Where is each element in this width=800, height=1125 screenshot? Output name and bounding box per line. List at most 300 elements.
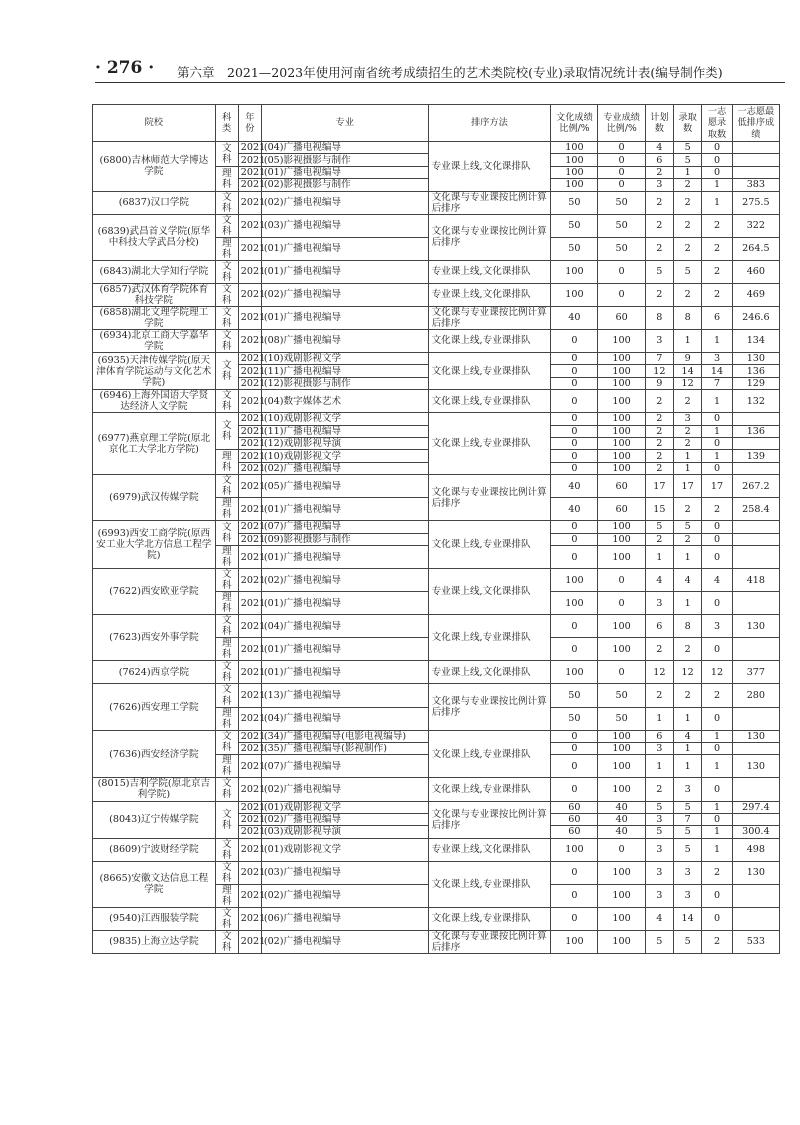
header-rule [95,82,785,83]
major-ratio-cell: 0 [598,142,645,154]
admit-count-cell: 5 [673,838,701,861]
culture-ratio-cell: 100 [551,930,598,953]
first-choice-min-score-cell [732,742,779,754]
year-cell: 2021 [238,166,261,178]
admit-count-cell: 2 [673,214,701,237]
major-cell: (10)戏剧影视文学 [261,450,428,462]
major-ratio-cell: 100 [598,742,645,754]
major-ratio-cell: 100 [598,425,645,437]
plan-count-cell: 6 [645,730,673,742]
plan-count-cell: 3 [645,813,673,825]
first-choice-count-cell: 0 [702,638,732,661]
admit-count-cell: 5 [673,930,701,953]
first-choice-count-cell: 7 [702,377,732,389]
plan-count-cell: 2 [645,214,673,237]
subject-cell: 文科 [215,907,238,930]
first-choice-count-cell: 0 [702,438,732,450]
school-cell: (6839)武昌首义学院(原华中科技大学武昌分校) [93,214,216,260]
table-row [93,214,780,237]
method-cell: 文化课上线,专业课排队 [428,521,551,569]
first-choice-count-cell: 14 [702,365,732,377]
admit-count-cell: 3 [673,413,701,425]
subject-cell: 文科 [215,684,238,707]
major-cell: (04)广播电视编导 [261,707,428,730]
plan-count-cell: 2 [645,778,673,801]
admit-count-cell: 1 [673,742,701,754]
major-cell: (01)广播电视编导 [261,592,428,615]
major-cell: (03)广播电视编导 [261,214,428,237]
first-choice-min-score-cell [732,707,779,730]
table-row [93,615,780,638]
admit-count-cell: 12 [673,661,701,684]
year-cell: 2021 [238,884,261,907]
first-choice-min-score-cell [732,142,779,154]
subject-cell: 文科 [215,142,238,167]
year-cell: 2021 [238,413,261,425]
plan-count-cell: 2 [645,450,673,462]
first-choice-count-cell: 2 [702,237,732,260]
column-header: 一志愿最低排序成绩 [732,105,779,142]
method-cell: 文化课与专业课按比例计算后排序 [428,214,551,260]
culture-ratio-cell: 40 [551,306,598,329]
school-cell: (6858)湖北文理学院理工学院 [93,306,216,329]
year-cell: 2021 [238,306,261,329]
plan-count-cell: 1 [645,707,673,730]
first-choice-count-cell: 0 [702,166,732,178]
culture-ratio-cell: 50 [551,191,598,214]
major-cell: (10)戏剧影视文学 [261,413,428,425]
subject-cell: 文科 [215,191,238,214]
first-choice-count-cell: 0 [702,707,732,730]
method-cell: 专业课上线,文化课排队 [428,283,551,306]
subject-cell: 理科 [215,638,238,661]
first-choice-count-cell: 0 [702,413,732,425]
major-cell: (04)广播电视编导 [261,142,428,154]
plan-count-cell: 6 [645,154,673,166]
major-cell: (11)广播电视编导 [261,425,428,437]
major-ratio-cell: 50 [598,191,645,214]
first-choice-count-cell: 0 [702,884,732,907]
major-cell: (04)数字媒体艺术 [261,390,428,413]
school-cell: (8043)辽宁传媒学院 [93,801,216,838]
major-ratio-cell: 60 [598,306,645,329]
major-cell: (01)广播电视编导 [261,237,428,260]
subject-cell: 理科 [215,707,238,730]
first-choice-count-cell: 0 [702,154,732,166]
subject-cell: 文科 [215,260,238,283]
major-ratio-cell: 50 [598,214,645,237]
first-choice-min-score-cell [732,778,779,801]
plan-count-cell: 12 [645,661,673,684]
major-cell: (02)广播电视编导 [261,813,428,825]
major-ratio-cell: 100 [598,462,645,474]
first-choice-min-score-cell: 246.6 [732,306,779,329]
first-choice-min-score-cell: 300.4 [732,826,779,838]
subject-cell: 文科 [215,615,238,638]
admit-count-cell: 2 [673,237,701,260]
admit-count-cell: 1 [673,755,701,778]
major-cell: (34)广播电视编导(电影电视编导) [261,730,428,742]
admission-table [92,104,780,954]
plan-count-cell: 2 [645,438,673,450]
first-choice-count-cell: 6 [702,306,732,329]
plan-count-cell: 5 [645,260,673,283]
major-ratio-cell: 40 [598,801,645,813]
major-ratio-cell: 0 [598,283,645,306]
school-cell: (6946)上海外国语大学贤达经济人文学院 [93,390,216,413]
major-cell: (05)广播电视编导 [261,475,428,498]
admit-count-cell: 3 [673,778,701,801]
year-cell: 2021 [238,142,261,154]
table-row [93,329,780,352]
table-row [93,907,780,930]
year-cell: 2021 [238,638,261,661]
first-choice-min-score-cell [732,166,779,178]
plan-count-cell: 2 [645,166,673,178]
subject-cell: 文科 [215,801,238,838]
plan-count-cell: 15 [645,498,673,521]
first-choice-min-score-cell: 322 [732,214,779,237]
major-ratio-cell: 60 [598,475,645,498]
school-cell: (6993)西安工商学院(原西安工业大学北方信息工程学院) [93,521,216,569]
school-cell: (9835)上海立达学院 [93,930,216,953]
first-choice-min-score-cell: 129 [732,377,779,389]
first-choice-min-score-cell [732,154,779,166]
culture-ratio-cell: 0 [551,413,598,425]
major-cell: (12)影视摄影与制作 [261,377,428,389]
plan-count-cell: 4 [645,569,673,592]
first-choice-min-score-cell: 377 [732,661,779,684]
major-ratio-cell: 100 [598,438,645,450]
major-ratio-cell: 40 [598,813,645,825]
admit-count-cell: 2 [673,425,701,437]
culture-ratio-cell: 0 [551,615,598,638]
method-cell: 文化课上线,专业课排队 [428,778,551,801]
year-cell: 2021 [238,365,261,377]
year-cell: 2021 [238,826,261,838]
school-cell: (8015)吉利学院(原北京吉利学院) [93,778,216,801]
culture-ratio-cell: 60 [551,826,598,838]
page-header [95,58,785,84]
major-ratio-cell: 100 [598,930,645,953]
culture-ratio-cell: 100 [551,166,598,178]
plan-count-cell: 2 [645,684,673,707]
year-cell: 2021 [238,179,261,191]
table-row [93,390,780,413]
culture-ratio-cell: 100 [551,154,598,166]
first-choice-count-cell: 0 [702,142,732,154]
first-choice-count-cell: 1 [702,425,732,437]
culture-ratio-cell: 100 [551,260,598,283]
subject-cell: 文科 [215,214,238,237]
admit-count-cell: 2 [673,179,701,191]
year-cell: 2021 [238,214,261,237]
major-cell: (13)广播电视编导 [261,684,428,707]
culture-ratio-cell: 60 [551,801,598,813]
major-ratio-cell: 100 [598,755,645,778]
year-cell: 2021 [238,462,261,474]
plan-count-cell: 3 [645,592,673,615]
method-cell: 专业课上线,文化课排队 [428,142,551,192]
major-ratio-cell: 0 [598,569,645,592]
first-choice-min-score-cell [732,413,779,425]
first-choice-count-cell: 0 [702,533,732,545]
method-cell: 专业课上线,文化课排队 [428,260,551,283]
subject-cell: 文科 [215,329,238,352]
first-choice-min-score-cell: 297.4 [732,801,779,813]
first-choice-min-score-cell: 130 [732,615,779,638]
culture-ratio-cell: 0 [551,353,598,365]
year-cell: 2021 [238,353,261,365]
culture-ratio-cell: 0 [551,638,598,661]
year-cell: 2021 [238,390,261,413]
plan-count-cell: 4 [645,907,673,930]
admit-count-cell: 1 [673,329,701,352]
first-choice-count-cell: 0 [702,907,732,930]
school-cell: (9540)江西服装学院 [93,907,216,930]
first-choice-count-cell: 2 [702,930,732,953]
major-ratio-cell: 100 [598,533,645,545]
year-cell: 2021 [238,283,261,306]
major-ratio-cell: 100 [598,615,645,638]
major-cell: (01)广播电视编导 [261,260,428,283]
first-choice-count-cell: 0 [702,592,732,615]
major-cell: (01)广播电视编导 [261,498,428,521]
subject-cell: 文科 [215,283,238,306]
method-cell: 文化课与专业课按比例计算后排序 [428,801,551,838]
method-cell: 专业课上线,文化课排队 [428,838,551,861]
method-cell: 文化课上线,专业课排队 [428,413,551,475]
subject-cell: 文科 [215,475,238,498]
major-ratio-cell: 0 [598,838,645,861]
admit-count-cell: 2 [673,283,701,306]
admit-count-cell: 5 [673,826,701,838]
major-cell: (01)戏剧影视文学 [261,838,428,861]
major-cell: (07)广播电视编导 [261,521,428,533]
first-choice-min-score-cell: 383 [732,179,779,191]
year-cell: 2021 [238,755,261,778]
admit-count-cell: 2 [673,390,701,413]
major-ratio-cell: 100 [598,329,645,352]
first-choice-min-score-cell: 130 [732,730,779,742]
plan-count-cell: 2 [645,462,673,474]
major-cell: (02)广播电视编导 [261,884,428,907]
school-cell: (6935)天津传媒学院(原天津体育学院运动与文化艺术学院) [93,353,216,390]
first-choice-count-cell: 0 [702,462,732,474]
year-cell: 2021 [238,592,261,615]
column-header: 一志愿录取数 [702,105,732,142]
culture-ratio-cell: 0 [551,377,598,389]
first-choice-count-cell: 2 [702,283,732,306]
year-cell: 2021 [238,377,261,389]
first-choice-count-cell: 2 [702,214,732,237]
plan-count-cell: 12 [645,365,673,377]
subject-cell: 理科 [215,592,238,615]
admit-count-cell: 1 [673,450,701,462]
major-ratio-cell: 100 [598,730,645,742]
method-cell: 文化课与专业课按比例计算后排序 [428,930,551,953]
culture-ratio-cell: 100 [551,283,598,306]
year-cell: 2021 [238,438,261,450]
school-cell: (6977)燕京理工学院(原北京化工大学北方学院) [93,413,216,475]
first-choice-count-cell: 3 [702,615,732,638]
subject-cell: 文科 [215,861,238,884]
first-choice-min-score-cell: 258.4 [732,498,779,521]
year-cell: 2021 [238,260,261,283]
major-ratio-cell: 100 [598,884,645,907]
major-ratio-cell: 100 [598,390,645,413]
culture-ratio-cell: 0 [551,425,598,437]
plan-count-cell: 17 [645,475,673,498]
school-cell: (7636)西安经济学院 [93,730,216,778]
first-choice-count-cell: 0 [702,742,732,754]
school-cell: (8665)安徽文达信息工程学院 [93,861,216,907]
first-choice-count-cell: 1 [702,801,732,813]
column-header: 录取数 [673,105,701,142]
year-cell: 2021 [238,861,261,884]
admit-count-cell: 1 [673,707,701,730]
table-header-row [93,105,780,142]
year-cell: 2021 [238,521,261,533]
culture-ratio-cell: 100 [551,179,598,191]
admit-count-cell: 17 [673,475,701,498]
column-header: 年份 [238,105,261,142]
major-cell: (11)广播电视编导 [261,365,428,377]
method-cell: 文化课上线,专业课排队 [428,615,551,661]
major-cell: (01)广播电视编导 [261,166,428,178]
method-cell: 文化课与专业课按比例计算后排序 [428,191,551,214]
table-row [93,260,780,283]
first-choice-count-cell: 12 [702,661,732,684]
admit-count-cell: 14 [673,365,701,377]
first-choice-min-score-cell: 136 [732,425,779,437]
culture-ratio-cell: 0 [551,462,598,474]
major-ratio-cell: 100 [598,778,645,801]
admit-count-cell: 2 [673,191,701,214]
major-ratio-cell: 100 [598,413,645,425]
culture-ratio-cell: 0 [551,778,598,801]
column-header: 排序方法 [428,105,551,142]
major-ratio-cell: 100 [598,353,645,365]
culture-ratio-cell: 0 [551,861,598,884]
plan-count-cell: 3 [645,742,673,754]
table-row [93,306,780,329]
table-row [93,475,780,498]
year-cell: 2021 [238,425,261,437]
first-choice-min-score-cell [732,462,779,474]
admit-count-cell: 5 [673,154,701,166]
first-choice-count-cell: 0 [702,521,732,533]
admit-count-cell: 5 [673,142,701,154]
admit-count-cell: 3 [673,861,701,884]
method-cell: 文化课上线,专业课排队 [428,329,551,352]
year-cell: 2021 [238,661,261,684]
culture-ratio-cell: 100 [551,142,598,154]
major-ratio-cell: 0 [598,661,645,684]
admit-count-cell: 14 [673,907,701,930]
year-cell: 2021 [238,154,261,166]
first-choice-min-score-cell: 130 [732,755,779,778]
plan-count-cell: 2 [645,283,673,306]
major-cell: (02)影视摄影与制作 [261,179,428,191]
major-ratio-cell: 100 [598,450,645,462]
plan-count-cell: 2 [645,638,673,661]
major-cell: (02)广播电视编导 [261,283,428,306]
first-choice-count-cell: 1 [702,329,732,352]
culture-ratio-cell: 100 [551,592,598,615]
major-ratio-cell: 0 [598,154,645,166]
plan-count-cell: 5 [645,826,673,838]
subject-cell: 文科 [215,838,238,861]
admit-count-cell: 12 [673,377,701,389]
culture-ratio-cell: 50 [551,214,598,237]
plan-count-cell: 5 [645,521,673,533]
year-cell: 2021 [238,615,261,638]
method-cell: 文化课上线,专业课排队 [428,353,551,390]
culture-ratio-cell: 40 [551,498,598,521]
culture-ratio-cell: 0 [551,329,598,352]
year-cell: 2021 [238,838,261,861]
admit-count-cell: 3 [673,884,701,907]
culture-ratio-cell: 100 [551,569,598,592]
plan-count-cell: 4 [645,142,673,154]
major-ratio-cell: 0 [598,166,645,178]
first-choice-min-score-cell: 460 [732,260,779,283]
first-choice-min-score-cell [732,521,779,533]
school-cell: (7626)西安理工学院 [93,684,216,730]
major-ratio-cell: 100 [598,546,645,569]
column-header: 院校 [93,105,216,142]
major-ratio-cell: 60 [598,498,645,521]
school-cell: (6843)湖北大学知行学院 [93,260,216,283]
major-cell: (10)戏剧影视文学 [261,353,428,365]
method-cell: 文化课上线,专业课排队 [428,730,551,778]
school-cell: (8609)宁波财经学院 [93,838,216,861]
major-cell: (01)广播电视编导 [261,306,428,329]
major-cell: (01)广播电视编导 [261,638,428,661]
first-choice-min-score-cell [732,638,779,661]
first-choice-min-score-cell [732,592,779,615]
subject-cell: 文科 [215,306,238,329]
plan-count-cell: 8 [645,306,673,329]
admit-count-cell: 2 [673,638,701,661]
subject-cell: 文科 [215,730,238,755]
method-cell: 专业课上线,文化课排队 [428,661,551,684]
first-choice-count-cell: 1 [702,755,732,778]
culture-ratio-cell: 60 [551,813,598,825]
subject-cell: 理科 [215,166,238,191]
year-cell: 2021 [238,533,261,545]
year-cell: 2021 [238,801,261,813]
first-choice-min-score-cell [732,907,779,930]
culture-ratio-cell: 0 [551,365,598,377]
year-cell: 2021 [238,907,261,930]
method-cell: 文化课与专业课按比例计算后排序 [428,475,551,521]
subject-cell: 理科 [215,450,238,475]
first-choice-min-score-cell: 275.5 [732,191,779,214]
major-cell: (12)戏剧影视导演 [261,438,428,450]
first-choice-count-cell: 1 [702,730,732,742]
plan-count-cell: 1 [645,755,673,778]
admit-count-cell: 4 [673,730,701,742]
culture-ratio-cell: 0 [551,533,598,545]
school-cell: (6800)吉林师范大学博达学院 [93,142,216,192]
major-cell: (04)广播电视编导 [261,615,428,638]
admit-count-cell: 7 [673,813,701,825]
first-choice-min-score-cell [732,884,779,907]
first-choice-count-cell: 1 [702,838,732,861]
first-choice-min-score-cell: 267.2 [732,475,779,498]
